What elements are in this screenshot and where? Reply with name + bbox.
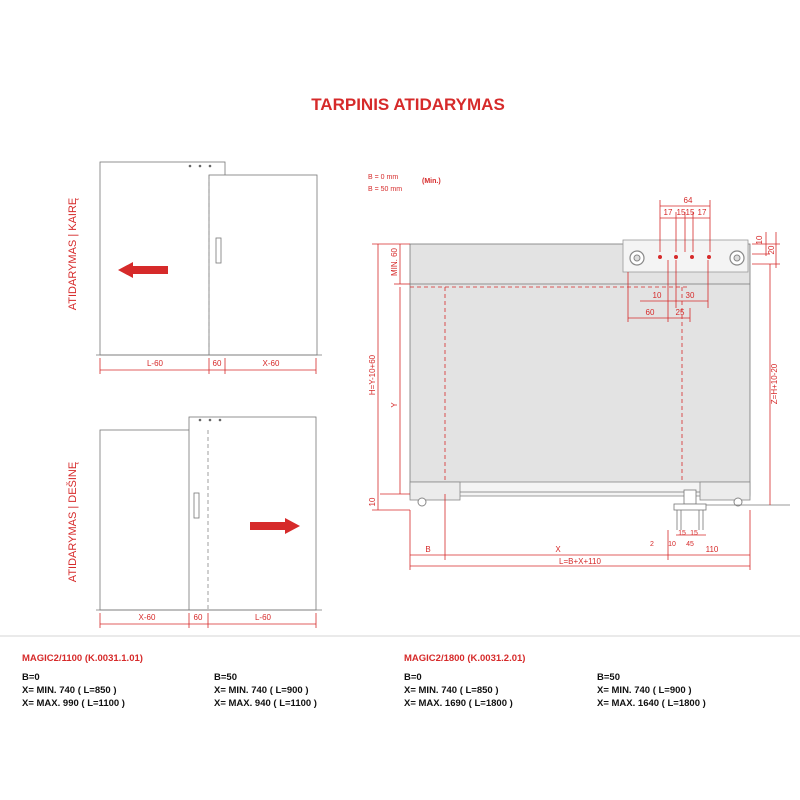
dim-label: 64 xyxy=(683,196,693,205)
dim-label: X xyxy=(555,545,561,554)
spec-line: X= MAX. 1640 ( L=1800 ) xyxy=(597,698,706,709)
bottom-rail xyxy=(410,482,750,496)
dim-label: 60 xyxy=(193,613,203,622)
dim-label: 15 xyxy=(676,208,686,217)
legend-min: (Min.) xyxy=(422,178,441,185)
door-handle xyxy=(194,493,199,518)
dim-label: 15 xyxy=(685,208,695,217)
dim-label: 15 xyxy=(690,530,698,537)
left-opening-diagram xyxy=(67,162,322,374)
spec-line: B=0 xyxy=(22,672,40,683)
dim-label: 17 xyxy=(663,208,673,217)
left-opening-label: ATIDARYMAS | KAIRĘ xyxy=(67,197,79,311)
dim-label: L-60 xyxy=(254,613,272,622)
legend-b0: B = 0 mm xyxy=(368,174,399,181)
dim-label: 45 xyxy=(686,541,694,548)
dim-label: 10 xyxy=(755,235,764,245)
dim-label: X-60 xyxy=(262,359,280,368)
dim-label: 30 xyxy=(685,291,695,300)
spec-block-1800 xyxy=(404,653,706,709)
spec-line: X= MIN. 740 ( L=850 ) xyxy=(22,685,117,696)
spec-line: B=50 xyxy=(214,672,237,683)
dim-label: L-60 xyxy=(146,359,164,368)
height-label: H=Y-10+60 xyxy=(368,354,377,396)
spec-line: X= MIN. 740 ( L=900 ) xyxy=(214,685,309,696)
spec-line: B=0 xyxy=(404,672,422,683)
opening-frame xyxy=(209,175,317,355)
sliding-door-panel xyxy=(100,162,225,355)
right-opening-label: ATIDARYMAS | DEŠINĘ xyxy=(67,461,79,583)
dim-label: X-60 xyxy=(138,613,156,622)
spec-line: B=50 xyxy=(597,672,620,683)
dim-label: 2 xyxy=(650,541,654,548)
dim-label: 10 xyxy=(668,541,676,548)
dim-label: 15 xyxy=(678,530,686,537)
spec-line: X= MIN. 740 ( L=900 ) xyxy=(597,685,692,696)
right-opening-diagram xyxy=(66,417,322,628)
door-handle xyxy=(216,238,221,263)
dim-label: 20 xyxy=(767,245,776,255)
spec-title: MAGIC2/1800 (K.0031.2.01) xyxy=(404,653,526,664)
z-label: Z=H+10-20 xyxy=(770,363,779,405)
spec-line: X= MAX. 940 ( L=1100 ) xyxy=(214,698,317,709)
spec-line: X= MIN. 740 ( L=850 ) xyxy=(404,685,499,696)
section-drawing xyxy=(368,174,790,570)
dim-label: 17 xyxy=(697,208,707,217)
spec-line: X= MAX. 1690 ( L=1800 ) xyxy=(404,698,513,709)
dim-label: 10 xyxy=(652,291,662,300)
door-leaf xyxy=(410,244,750,494)
dim-label: 60 xyxy=(645,308,655,317)
legend-b50: B = 50 mm xyxy=(368,186,403,193)
dim-label: B xyxy=(425,545,431,554)
total-length-label: L=B+X+110 xyxy=(559,557,601,566)
spec-title: MAGIC2/1100 (K.0031.1.01) xyxy=(22,653,143,664)
dim-label: 10 xyxy=(368,497,377,507)
min-label: MIN. 60 xyxy=(390,247,399,277)
dim-label: 25 xyxy=(675,308,685,317)
dim-label: 60 xyxy=(212,359,222,368)
spec-block-1100 xyxy=(22,653,317,709)
y-label: Y xyxy=(390,402,399,408)
spec-line: X= MAX. 990 ( L=1100 ) xyxy=(22,698,125,709)
dim-label: 110 xyxy=(705,545,719,554)
page-title: TARPINIS ATIDARYMAS xyxy=(311,95,505,114)
